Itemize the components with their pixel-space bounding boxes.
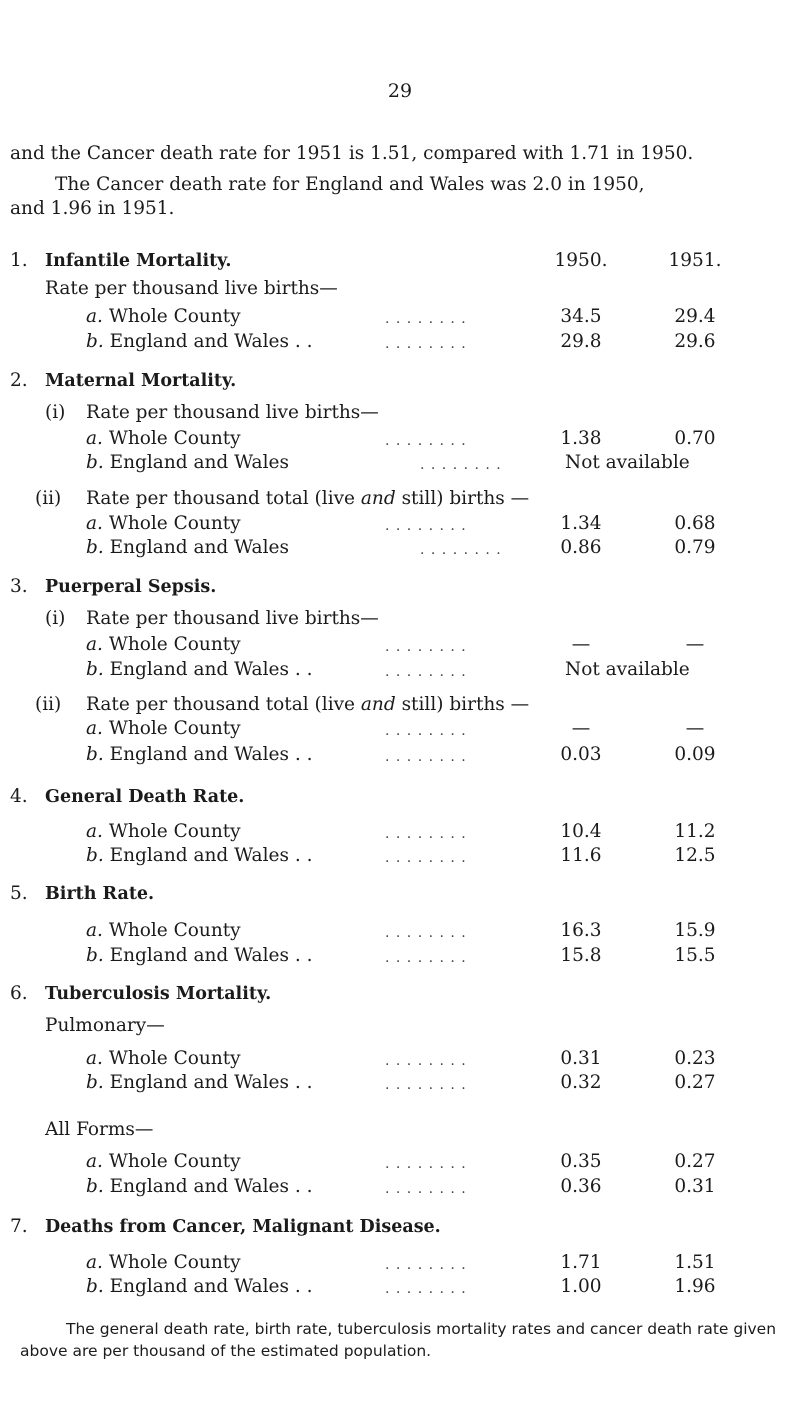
leader-dots: . . . . . . . . xyxy=(385,826,467,842)
section-6-title: Tuberculosis Mortality. xyxy=(45,984,272,1004)
intro-line-1: and the Cancer death rate for 1951 is 1.51, compared with 1.71 in 1950. xyxy=(10,143,694,164)
section-6-all-forms-row-a: a. Whole County xyxy=(86,1151,241,1172)
section-7-b-1950: 1.00 xyxy=(560,1276,602,1297)
section-6-all-forms-row-b: b. England and Wales . . xyxy=(86,1176,313,1197)
section-5-title: Birth Rate. xyxy=(45,884,155,904)
section-4-b-1950: 11.6 xyxy=(560,845,602,866)
section-7-number: 7. xyxy=(10,1216,28,1237)
leader-dots: . . . . . . . . xyxy=(385,1257,467,1273)
section-3-i-subheading: Rate per thousand live births— xyxy=(86,608,379,629)
section-5-a-1951: 15.9 xyxy=(674,920,716,941)
intro-line-3: and 1.96 in 1951. xyxy=(10,198,175,219)
column-header-1951: 1951. xyxy=(668,250,722,271)
section-2-i-row-a: a. Whole County xyxy=(86,428,241,449)
section-6-all-forms-a-1951: 0.27 xyxy=(674,1151,716,1172)
section-2-ii-a-1951: 0.68 xyxy=(674,513,716,534)
section-3-ii-subheading: Rate per thousand total (live and still) births — xyxy=(86,694,530,715)
section-6-pulmonary-subheading: Pulmonary— xyxy=(45,1015,165,1036)
leader-dots: . . . . . . . . xyxy=(385,336,467,352)
section-5-row-b: b. England and Wales . . xyxy=(86,945,313,966)
section-4-number: 4. xyxy=(10,786,28,807)
section-3-ii-row-b: b. England and Wales . . xyxy=(86,744,313,765)
section-3-ii-number: (ii) xyxy=(35,694,62,715)
section-2-ii-row-a: a. Whole County xyxy=(86,513,241,534)
section-7-row-a: a. Whole County xyxy=(86,1252,241,1273)
section-3-ii-a-1951: — xyxy=(685,718,705,739)
section-7-b-1951: 1.96 xyxy=(674,1276,716,1297)
section-5-row-a: a. Whole County xyxy=(86,920,241,941)
section-2-ii-subheading: Rate per thousand total (live and still) births — xyxy=(86,488,530,509)
section-3-title: Puerperal Sepsis. xyxy=(45,577,217,597)
section-7-row-b: b. England and Wales . . xyxy=(86,1276,313,1297)
section-3-ii-b-1950: 0.03 xyxy=(560,744,602,765)
section-2-ii-b-1950: 0.86 xyxy=(560,537,602,558)
section-2-i-number: (i) xyxy=(45,402,66,423)
page-number: 29 xyxy=(387,80,413,102)
section-6-number: 6. xyxy=(10,983,28,1004)
section-3-ii-b-1951: 0.09 xyxy=(674,744,716,765)
section-1-row-b: b. England and Wales . . xyxy=(86,331,313,352)
section-2-i-b-not-available: Not available xyxy=(565,452,690,473)
section-6-all-forms-b-1951: 0.31 xyxy=(674,1176,716,1197)
section-3-i-b-not-available: Not available xyxy=(565,659,690,680)
section-2-i-a-1950: 1.38 xyxy=(560,428,602,449)
section-2-i-row-b: b. England and Wales xyxy=(86,452,289,473)
section-2-ii-b-1951: 0.79 xyxy=(674,537,716,558)
section-2-ii-row-b: b. England and Wales xyxy=(86,537,289,558)
section-5-b-1950: 15.8 xyxy=(560,945,602,966)
section-6-pulmonary-b-1951: 0.27 xyxy=(674,1072,716,1093)
leader-dots: . . . . . . . . xyxy=(385,1156,467,1172)
section-6-all-forms-subheading: All Forms— xyxy=(45,1119,154,1140)
section-6-all-forms-a-1950: 0.35 xyxy=(560,1151,602,1172)
leader-dots: . . . . . . . . xyxy=(385,1181,467,1197)
section-3-i-a-1950: — xyxy=(571,634,591,655)
section-2-i-subheading: Rate per thousand live births— xyxy=(86,402,379,423)
section-3-i-row-a: a. Whole County xyxy=(86,634,241,655)
section-3-ii-a-1950: — xyxy=(571,718,591,739)
section-3-i-number: (i) xyxy=(45,608,66,629)
section-2-i-a-1951: 0.70 xyxy=(674,428,716,449)
section-2-number: 2. xyxy=(10,370,28,391)
section-3-i-row-b: b. England and Wales . . xyxy=(86,659,313,680)
section-3-i-a-1951: — xyxy=(685,634,705,655)
section-5-number: 5. xyxy=(10,883,28,904)
leader-dots: . . . . . . . . xyxy=(420,542,502,558)
section-1-number: 1. xyxy=(10,250,28,271)
leader-dots: . . . . . . . . xyxy=(420,457,502,473)
section-2-title: Maternal Mortality. xyxy=(45,371,237,391)
section-1-title: Infantile Mortality. xyxy=(45,251,232,271)
leader-dots: . . . . . . . . xyxy=(385,311,467,327)
leader-dots: . . . . . . . . xyxy=(385,664,467,680)
leader-dots: . . . . . . . . xyxy=(385,925,467,941)
section-2-ii-a-1950: 1.34 xyxy=(560,513,602,534)
section-4-a-1951: 11.2 xyxy=(674,821,716,842)
section-2-ii-number: (ii) xyxy=(35,488,62,509)
section-7-a-1951: 1.51 xyxy=(674,1252,716,1273)
footnote: The general death rate, birth rate, tuberculosis mortality rates and cancer death rate given above are per thousand of the estimated population. xyxy=(20,1320,777,1360)
leader-dots: . . . . . . . . xyxy=(385,950,467,966)
section-1-subheading: Rate per thousand live births— xyxy=(45,278,338,299)
section-6-pulmonary-b-1950: 0.32 xyxy=(560,1072,602,1093)
leader-dots: . . . . . . . . xyxy=(385,749,467,765)
section-5-b-1951: 15.5 xyxy=(674,945,716,966)
section-6-pulmonary-row-a: a. Whole County xyxy=(86,1048,241,1069)
section-4-title: General Death Rate. xyxy=(45,787,245,807)
leader-dots: . . . . . . . . xyxy=(385,518,467,534)
section-1-b-1951: 29.6 xyxy=(674,331,716,352)
section-3-ii-row-a: a. Whole County xyxy=(86,718,241,739)
section-1-b-1950: 29.8 xyxy=(560,331,602,352)
leader-dots: . . . . . . . . xyxy=(385,1281,467,1297)
leader-dots: . . . . . . . . xyxy=(385,639,467,655)
section-6-pulmonary-a-1951: 0.23 xyxy=(674,1048,716,1069)
section-4-a-1950: 10.4 xyxy=(560,821,602,842)
leader-dots: . . . . . . . . xyxy=(385,433,467,449)
leader-dots: . . . . . . . . xyxy=(385,850,467,866)
section-4-row-b: b. England and Wales . . xyxy=(86,845,313,866)
section-3-number: 3. xyxy=(10,576,28,597)
intro-line-2: The Cancer death rate for England and Wales was 2.0 in 1950, xyxy=(55,174,645,195)
column-header-1950: 1950. xyxy=(554,250,608,271)
section-4-row-a: a. Whole County xyxy=(86,821,241,842)
section-6-all-forms-b-1950: 0.36 xyxy=(560,1176,602,1197)
section-5-a-1950: 16.3 xyxy=(560,920,602,941)
leader-dots: . . . . . . . . xyxy=(385,1077,467,1093)
section-1-a-1951: 29.4 xyxy=(674,306,716,327)
leader-dots: . . . . . . . . xyxy=(385,723,467,739)
section-6-pulmonary-row-b: b. England and Wales . . xyxy=(86,1072,313,1093)
leader-dots: . . . . . . . . xyxy=(385,1053,467,1069)
section-7-a-1950: 1.71 xyxy=(560,1252,602,1273)
section-1-row-a: a. Whole County xyxy=(86,306,241,327)
section-4-b-1951: 12.5 xyxy=(674,845,716,866)
section-6-pulmonary-a-1950: 0.31 xyxy=(560,1048,602,1069)
section-1-a-1950: 34.5 xyxy=(560,306,602,327)
section-7-title: Deaths from Cancer, Malignant Disease. xyxy=(45,1217,441,1237)
